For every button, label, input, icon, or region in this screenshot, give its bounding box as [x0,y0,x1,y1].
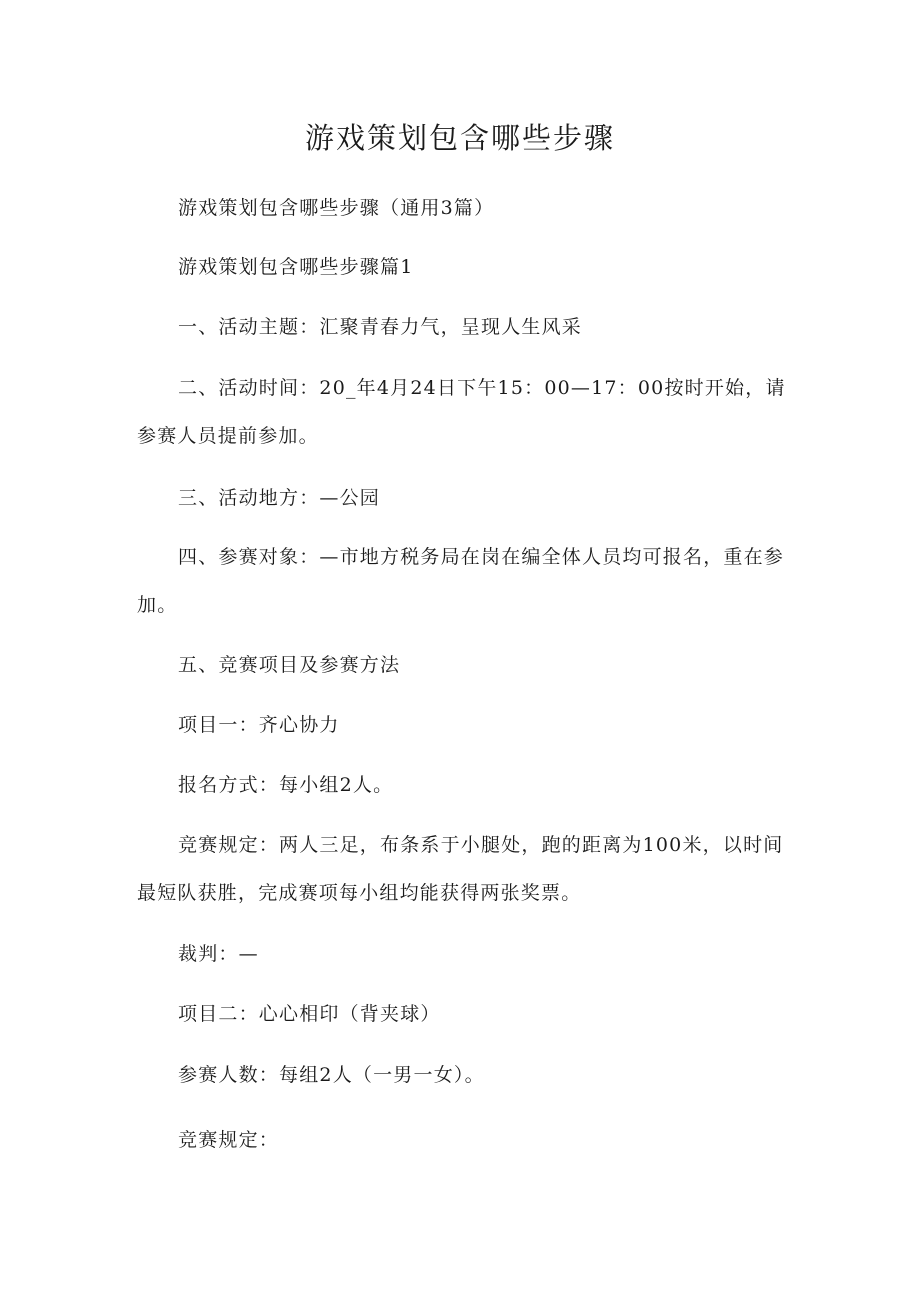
participants-paragraph: 四、参赛对象：—市地方税务局在岗在编全体人员均可报名，重在参加。 [137,546,785,616]
events-heading-paragraph: 五、竞赛项目及参赛方法 [178,654,401,676]
activity-time-paragraph: 二、活动时间：20_年4月24日下午15：00—17：00按时开始，请参赛人员提前参加。 [137,377,786,447]
rules-heading-paragraph: 竞赛规定： [178,1129,280,1151]
activity-location-paragraph: 三、活动地方：—公园 [178,487,381,509]
subtitle-paragraph: 游戏策划包含哪些步骤（通用3篇） [178,197,495,219]
registration-paragraph: 报名方式：每小组2人。 [178,774,394,796]
document-title: 游戏策划包含哪些步骤 [304,121,615,155]
activity-theme-paragraph: 一、活动主题：汇聚青春力气，呈现人生风采 [178,316,583,338]
event-one-paragraph: 项目一：齐心协力 [178,714,340,736]
rules-paragraph: 竞赛规定：两人三足，布条系于小腿处，跑的距离为100米，以时间最短队获胜，完成赛项每小组均能获得两张奖票。 [137,834,784,904]
referee-paragraph: 裁判：— [178,943,259,965]
event-two-paragraph: 项目二：心心相印（背夹球） [178,1003,441,1025]
section-heading: 游戏策划包含哪些步骤篇1 [178,256,414,278]
participant-count-paragraph: 参赛人数：每组2人（一男一女）。 [178,1064,485,1086]
